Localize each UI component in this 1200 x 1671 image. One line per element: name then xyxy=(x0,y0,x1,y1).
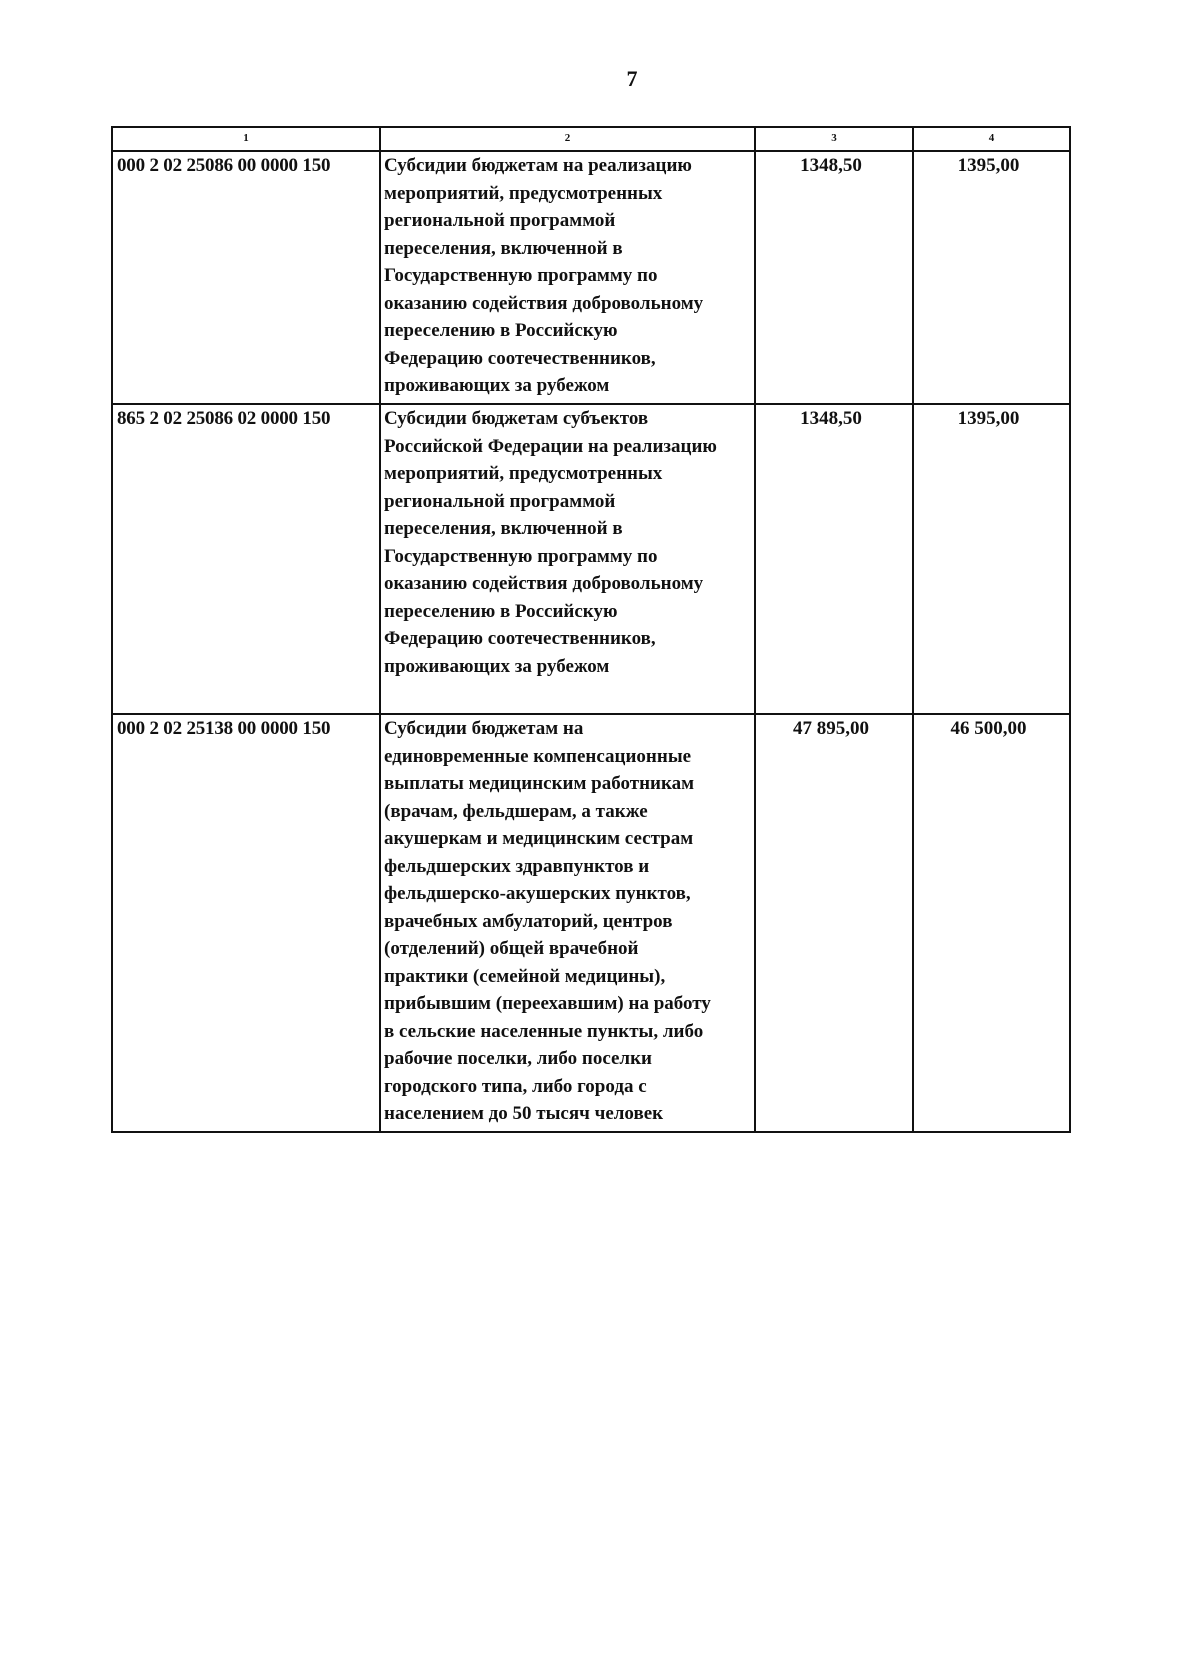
amount-col4-cell: 46 500,00 xyxy=(913,714,1070,1132)
budget-code-cell: 000 2 02 25138 00 0000 150 xyxy=(112,714,380,1132)
table-row xyxy=(112,151,1070,404)
item-name-cell: Субсидии бюджетам на реализацию мероприятий, предусмотренных региональной программой переселения, включенной в Государственную программу по оказанию содействия добровольному переселению в Российскую Федерацию соотечественников, проживающих за рубежом xyxy=(380,151,755,404)
amount-col3-cell: 47 895,00 xyxy=(755,714,913,1132)
table-header-row xyxy=(112,127,1070,151)
column-header-4: 4 xyxy=(913,127,1070,151)
budget-code-cell: 000 2 02 25086 00 0000 150 xyxy=(112,151,380,404)
column-header-1: 1 xyxy=(112,127,380,151)
amount-col3-cell: 1348,50 xyxy=(755,151,913,404)
amount-col4-cell: 1395,00 xyxy=(913,404,1070,714)
column-header-2: 2 xyxy=(380,127,755,151)
table-row xyxy=(112,404,1070,714)
item-name-cell: Субсидии бюджетам на единовременные компенсационные выплаты медицинским работникам (врачам, фельдшерам, а также акушеркам и медицинским сестрам фельдшерских здравпунктов и фельдшерско-акушерских пунктов, врачебных амбулаторий, центров (отделений) общей врачебной практики (семейной медицины), прибывшим (переехавшим) на работу в сельские населенные пункты, либо рабочие поселки, либо поселки городского типа, либо города с населением до 50 тысяч человек xyxy=(380,714,755,1132)
table-row xyxy=(112,714,1070,1132)
item-name-cell: Субсидии бюджетам субъектов Российской Федерации на реализацию мероприятий, предусмотренных региональной программой переселения, включенной в Государственную программу по оказанию содействия добровольному переселению в Российскую Федерацию соотечественников, проживающих за рубежом xyxy=(380,404,755,714)
amount-col4-cell: 1395,00 xyxy=(913,151,1070,404)
budget-table xyxy=(111,126,1071,1133)
column-header-3: 3 xyxy=(755,127,913,151)
budget-code-cell: 865 2 02 25086 02 0000 150 xyxy=(112,404,380,714)
page-number: 7 xyxy=(626,66,638,91)
amount-col3-cell: 1348,50 xyxy=(755,404,913,714)
